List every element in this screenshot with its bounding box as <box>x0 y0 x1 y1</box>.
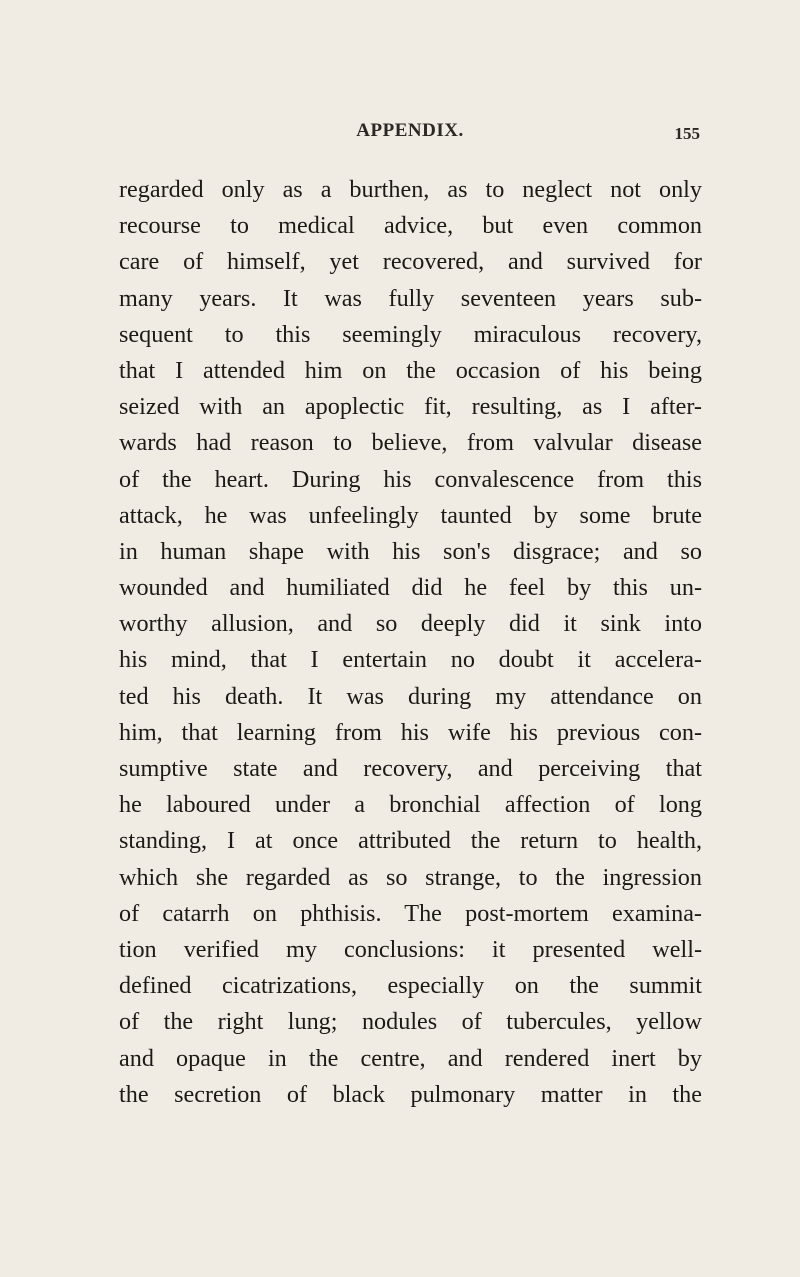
running-head-title: APPENDIX. <box>356 120 464 141</box>
text-line: tion verified my conclusions: it presented well- <box>119 935 702 963</box>
text-line: wards had reason to believe, from valvular disease <box>119 429 702 457</box>
text-line: him, that learning from his wife his previous con- <box>119 718 702 746</box>
text-line: recourse to medical advice, but even common <box>119 212 702 240</box>
text-line: worthy allusion, and so deeply did it sink into <box>119 610 702 638</box>
text-line: wounded and humiliated did he feel by this un- <box>119 574 702 602</box>
text-line: attack, he was unfeelingly taunted by some brute <box>119 501 702 529</box>
text-line: standing, I at once attributed the return to health, <box>119 827 702 855</box>
page-number: 155 <box>674 124 700 143</box>
text-line: which she regarded as so strange, to the ingression <box>119 863 702 891</box>
text-line: and opaque in the centre, and rendered inert by <box>119 1044 702 1072</box>
text-line: regarded only as a burthen, as to neglect not only <box>119 176 702 203</box>
text-line: seized with an apoplectic fit, resulting, as I after- <box>119 393 702 421</box>
text-line: many years. It was fully seventeen years sub- <box>119 284 702 312</box>
text-line: the secretion of black pulmonary matter in the <box>119 1080 702 1108</box>
text-line: that I attended him on the occasion of his being <box>119 356 702 384</box>
text-line: of the right lung; nodules of tubercules, yellow <box>119 1008 702 1036</box>
text-line: he laboured under a bronchial affection of long <box>119 791 702 819</box>
text-line: ted his death. It was during my attendance on <box>119 682 702 710</box>
running-head <box>120 120 700 150</box>
text-line: in human shape with his son's disgrace; and so <box>119 537 702 565</box>
text-line: of the heart. During his convalescence from this <box>119 465 702 493</box>
text-line: sequent to this seemingly miraculous recovery, <box>119 320 702 348</box>
body-text <box>119 172 702 1113</box>
text-line: sumptive state and recovery, and perceiving that <box>119 755 702 782</box>
text-line: of catarrh on phthisis. The post-mortem examina- <box>119 899 702 927</box>
text-line: care of himself, yet recovered, and survived for <box>119 248 702 276</box>
text-line: his mind, that I entertain no doubt it accelera- <box>119 646 702 674</box>
text-line: defined cicatrizations, especially on the summit <box>119 972 702 1000</box>
